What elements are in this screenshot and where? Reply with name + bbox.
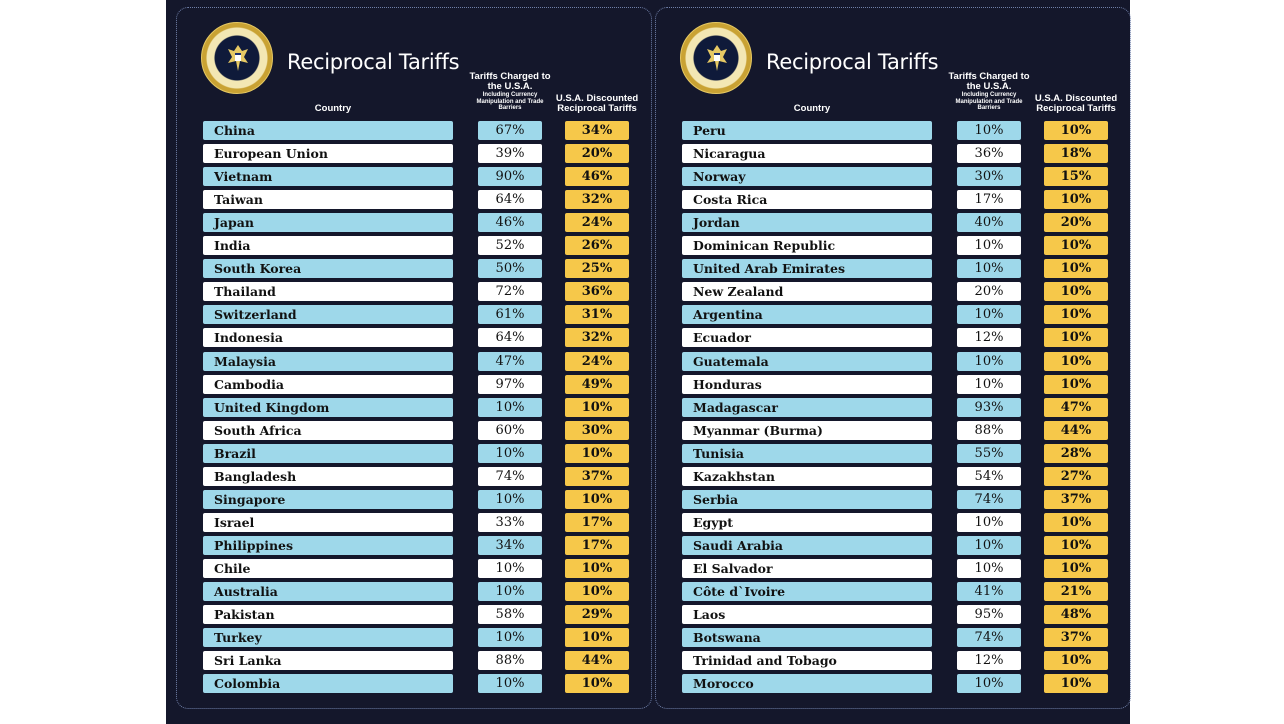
table-row <box>656 674 1130 697</box>
table-row <box>177 190 651 213</box>
country-cell: Philippines <box>203 536 453 555</box>
discounted-tariff-cell: 10% <box>1044 651 1108 670</box>
column-header-country: Country <box>314 103 352 114</box>
table-row <box>177 582 651 605</box>
charged-tariff-cell: 12% <box>957 651 1021 670</box>
charged-tariff-cell: 10% <box>957 259 1021 278</box>
discounted-tariff-cell: 10% <box>1044 236 1108 255</box>
charged-tariff-cell: 64% <box>478 328 542 347</box>
country-cell: Guatemala <box>682 352 932 371</box>
column-header-charged-label: Tariffs Charged to the U.S.A. <box>948 71 1030 92</box>
discounted-tariff-cell: 29% <box>565 605 629 624</box>
table-row <box>177 513 651 536</box>
table-row <box>177 536 651 559</box>
discounted-tariff-cell: 24% <box>565 352 629 371</box>
charged-tariff-cell: 17% <box>957 190 1021 209</box>
discounted-tariff-cell: 48% <box>1044 605 1108 624</box>
table-row <box>656 398 1130 421</box>
charged-tariff-cell: 10% <box>478 398 542 417</box>
table-row <box>177 605 651 628</box>
column-header-charged <box>944 72 1034 112</box>
country-cell: Malaysia <box>203 352 453 371</box>
table-row <box>656 190 1130 213</box>
column-header-charged-sub: Including Currency Manipulation and Trade Barriers <box>955 91 1023 112</box>
country-cell: Kazakhstan <box>682 467 932 486</box>
table-row <box>177 467 651 490</box>
discounted-tariff-cell: 10% <box>1044 674 1108 693</box>
country-cell: Chile <box>203 559 453 578</box>
charged-tariff-cell: 46% <box>478 213 542 232</box>
discounted-tariff-cell: 27% <box>1044 467 1108 486</box>
table-row <box>656 605 1130 628</box>
panel-title: Reciprocal Tariffs <box>287 50 460 74</box>
table-row <box>177 121 651 144</box>
discounted-tariff-cell: 36% <box>565 282 629 301</box>
charged-tariff-cell: 58% <box>478 605 542 624</box>
table-row <box>656 536 1130 559</box>
charged-tariff-cell: 93% <box>957 398 1021 417</box>
table-row <box>656 282 1130 305</box>
eagle-icon <box>705 43 729 73</box>
discounted-tariff-cell: 10% <box>1044 328 1108 347</box>
column-header-discounted: U.S.A. Discounted Reciprocal Tariffs <box>555 93 639 114</box>
country-cell: Serbia <box>682 490 932 509</box>
charged-tariff-cell: 88% <box>478 651 542 670</box>
country-cell: Tunisia <box>682 444 932 463</box>
country-cell: Indonesia <box>203 328 453 347</box>
table-row <box>656 582 1130 605</box>
discounted-tariff-cell: 15% <box>1044 167 1108 186</box>
country-cell: El Salvador <box>682 559 932 578</box>
discounted-tariff-cell: 10% <box>1044 305 1108 324</box>
table-row <box>656 352 1130 375</box>
discounted-tariff-cell: 10% <box>1044 352 1108 371</box>
discounted-tariff-cell: 24% <box>565 213 629 232</box>
table-row <box>177 236 651 259</box>
discounted-tariff-cell: 10% <box>1044 121 1108 140</box>
discounted-tariff-cell: 44% <box>565 651 629 670</box>
charged-tariff-cell: 50% <box>478 259 542 278</box>
country-cell: Turkey <box>203 628 453 647</box>
discounted-tariff-cell: 20% <box>565 144 629 163</box>
country-cell: China <box>203 121 453 140</box>
discounted-tariff-cell: 10% <box>565 582 629 601</box>
charged-tariff-cell: 52% <box>478 236 542 255</box>
table-row <box>177 628 651 651</box>
discounted-tariff-cell: 37% <box>1044 628 1108 647</box>
tariff-panel-left <box>176 7 652 709</box>
country-cell: Morocco <box>682 674 932 693</box>
discounted-tariff-cell: 10% <box>565 559 629 578</box>
table-row <box>177 305 651 328</box>
charged-tariff-cell: 55% <box>957 444 1021 463</box>
table-row <box>177 167 651 190</box>
table-row <box>177 259 651 282</box>
country-cell: Pakistan <box>203 605 453 624</box>
country-cell: Dominican Republic <box>682 236 932 255</box>
country-cell: Cambodia <box>203 375 453 394</box>
discounted-tariff-cell: 37% <box>1044 490 1108 509</box>
charged-tariff-cell: 33% <box>478 513 542 532</box>
country-cell: Côte d`Ivoire <box>682 582 932 601</box>
column-header-country: Country <box>793 103 831 114</box>
country-cell: Saudi Arabia <box>682 536 932 555</box>
eagle-icon <box>226 43 250 73</box>
table-row <box>656 651 1130 674</box>
charged-tariff-cell: 34% <box>478 536 542 555</box>
discounted-tariff-cell: 10% <box>1044 536 1108 555</box>
table-row <box>656 213 1130 236</box>
country-cell: Singapore <box>203 490 453 509</box>
discounted-tariff-cell: 34% <box>565 121 629 140</box>
country-cell: Israel <box>203 513 453 532</box>
charged-tariff-cell: 10% <box>478 674 542 693</box>
charged-tariff-cell: 61% <box>478 305 542 324</box>
charged-tariff-cell: 97% <box>478 375 542 394</box>
presidential-seal-icon <box>201 22 273 94</box>
charged-tariff-cell: 10% <box>478 628 542 647</box>
charged-tariff-cell: 74% <box>478 467 542 486</box>
discounted-tariff-cell: 44% <box>1044 421 1108 440</box>
charged-tariff-cell: 41% <box>957 582 1021 601</box>
discounted-tariff-cell: 10% <box>565 490 629 509</box>
charged-tariff-cell: 60% <box>478 421 542 440</box>
country-cell: India <box>203 236 453 255</box>
discounted-tariff-cell: 47% <box>1044 398 1108 417</box>
discounted-tariff-cell: 26% <box>565 236 629 255</box>
presidential-seal-icon <box>680 22 752 94</box>
table-row <box>177 398 651 421</box>
table-row <box>656 121 1130 144</box>
charged-tariff-cell: 88% <box>957 421 1021 440</box>
charged-tariff-cell: 54% <box>957 467 1021 486</box>
table-row <box>656 628 1130 651</box>
charged-tariff-cell: 74% <box>957 490 1021 509</box>
country-cell: Costa Rica <box>682 190 932 209</box>
country-cell: Vietnam <box>203 167 453 186</box>
panel-title: Reciprocal Tariffs <box>766 50 939 74</box>
country-cell: Taiwan <box>203 190 453 209</box>
table-row <box>656 305 1130 328</box>
country-cell: Thailand <box>203 282 453 301</box>
charged-tariff-cell: 90% <box>478 167 542 186</box>
charged-tariff-cell: 10% <box>957 375 1021 394</box>
country-cell: Japan <box>203 213 453 232</box>
discounted-tariff-cell: 32% <box>565 190 629 209</box>
tariff-chart <box>166 0 1130 724</box>
country-cell: Sri Lanka <box>203 651 453 670</box>
discounted-tariff-cell: 17% <box>565 536 629 555</box>
country-cell: United Kingdom <box>203 398 453 417</box>
country-cell: Honduras <box>682 375 932 394</box>
country-cell: South Korea <box>203 259 453 278</box>
charged-tariff-cell: 10% <box>957 352 1021 371</box>
table-row <box>656 559 1130 582</box>
table-row <box>177 352 651 375</box>
charged-tariff-cell: 12% <box>957 328 1021 347</box>
discounted-tariff-cell: 10% <box>1044 282 1108 301</box>
charged-tariff-cell: 10% <box>957 536 1021 555</box>
country-cell: Bangladesh <box>203 467 453 486</box>
charged-tariff-cell: 10% <box>957 674 1021 693</box>
discounted-tariff-cell: 17% <box>565 513 629 532</box>
country-cell: New Zealand <box>682 282 932 301</box>
table-row <box>656 467 1130 490</box>
discounted-tariff-cell: 10% <box>1044 513 1108 532</box>
country-cell: Argentina <box>682 305 932 324</box>
charged-tariff-cell: 30% <box>957 167 1021 186</box>
country-cell: Madagascar <box>682 398 932 417</box>
table-row <box>656 259 1130 282</box>
country-cell: Trinidad and Tobago <box>682 651 932 670</box>
discounted-tariff-cell: 21% <box>1044 582 1108 601</box>
charged-tariff-cell: 10% <box>957 513 1021 532</box>
table-row <box>177 375 651 398</box>
charged-tariff-cell: 95% <box>957 605 1021 624</box>
country-cell: Australia <box>203 582 453 601</box>
charged-tariff-cell: 10% <box>478 490 542 509</box>
charged-tariff-cell: 47% <box>478 352 542 371</box>
country-cell: South Africa <box>203 421 453 440</box>
table-row <box>656 328 1130 351</box>
discounted-tariff-cell: 10% <box>565 674 629 693</box>
column-header-charged-label: Tariffs Charged to the U.S.A. <box>469 71 551 92</box>
country-cell: United Arab Emirates <box>682 259 932 278</box>
column-header-discounted: U.S.A. Discounted Reciprocal Tariffs <box>1034 93 1118 114</box>
charged-tariff-cell: 10% <box>478 582 542 601</box>
table-row <box>177 282 651 305</box>
table-row <box>177 421 651 444</box>
country-cell: Switzerland <box>203 305 453 324</box>
country-cell: Nicaragua <box>682 144 932 163</box>
charged-tariff-cell: 39% <box>478 144 542 163</box>
country-cell: Laos <box>682 605 932 624</box>
discounted-tariff-cell: 10% <box>1044 190 1108 209</box>
charged-tariff-cell: 36% <box>957 144 1021 163</box>
country-cell: Jordan <box>682 213 932 232</box>
discounted-tariff-cell: 10% <box>1044 375 1108 394</box>
discounted-tariff-cell: 30% <box>565 421 629 440</box>
charged-tariff-cell: 74% <box>957 628 1021 647</box>
discounted-tariff-cell: 32% <box>565 328 629 347</box>
table-row <box>656 167 1130 190</box>
table-row <box>177 559 651 582</box>
country-cell: Peru <box>682 121 932 140</box>
discounted-tariff-cell: 18% <box>1044 144 1108 163</box>
charged-tariff-cell: 10% <box>478 444 542 463</box>
table-row <box>656 375 1130 398</box>
table-row <box>656 236 1130 259</box>
country-cell: Brazil <box>203 444 453 463</box>
table-row <box>656 421 1130 444</box>
table-row <box>177 651 651 674</box>
discounted-tariff-cell: 10% <box>565 398 629 417</box>
table-row <box>177 674 651 697</box>
discounted-tariff-cell: 49% <box>565 375 629 394</box>
discounted-tariff-cell: 25% <box>565 259 629 278</box>
charged-tariff-cell: 10% <box>957 305 1021 324</box>
country-cell: Myanmar (Burma) <box>682 421 932 440</box>
discounted-tariff-cell: 31% <box>565 305 629 324</box>
country-cell: Egypt <box>682 513 932 532</box>
column-header-charged <box>465 72 555 112</box>
charged-tariff-cell: 20% <box>957 282 1021 301</box>
table-row <box>177 328 651 351</box>
charged-tariff-cell: 40% <box>957 213 1021 232</box>
charged-tariff-cell: 10% <box>957 236 1021 255</box>
charged-tariff-cell: 67% <box>478 121 542 140</box>
country-cell: European Union <box>203 144 453 163</box>
table-row <box>656 144 1130 167</box>
table-row <box>177 213 651 236</box>
discounted-tariff-cell: 28% <box>1044 444 1108 463</box>
country-cell: Colombia <box>203 674 453 693</box>
discounted-tariff-cell: 10% <box>565 444 629 463</box>
tariff-panel-right <box>655 7 1131 709</box>
discounted-tariff-cell: 10% <box>1044 259 1108 278</box>
column-header-charged-sub: Including Currency Manipulation and Trade Barriers <box>476 91 544 112</box>
charged-tariff-cell: 64% <box>478 190 542 209</box>
table-row <box>177 444 651 467</box>
country-cell: Botswana <box>682 628 932 647</box>
charged-tariff-cell: 10% <box>957 559 1021 578</box>
table-row <box>656 444 1130 467</box>
discounted-tariff-cell: 20% <box>1044 213 1108 232</box>
table-row <box>177 144 651 167</box>
discounted-tariff-cell: 46% <box>565 167 629 186</box>
charged-tariff-cell: 10% <box>478 559 542 578</box>
country-cell: Ecuador <box>682 328 932 347</box>
charged-tariff-cell: 10% <box>957 121 1021 140</box>
discounted-tariff-cell: 10% <box>1044 559 1108 578</box>
discounted-tariff-cell: 10% <box>565 628 629 647</box>
table-row <box>656 490 1130 513</box>
charged-tariff-cell: 72% <box>478 282 542 301</box>
country-cell: Norway <box>682 167 932 186</box>
discounted-tariff-cell: 37% <box>565 467 629 486</box>
table-row <box>656 513 1130 536</box>
table-row <box>177 490 651 513</box>
